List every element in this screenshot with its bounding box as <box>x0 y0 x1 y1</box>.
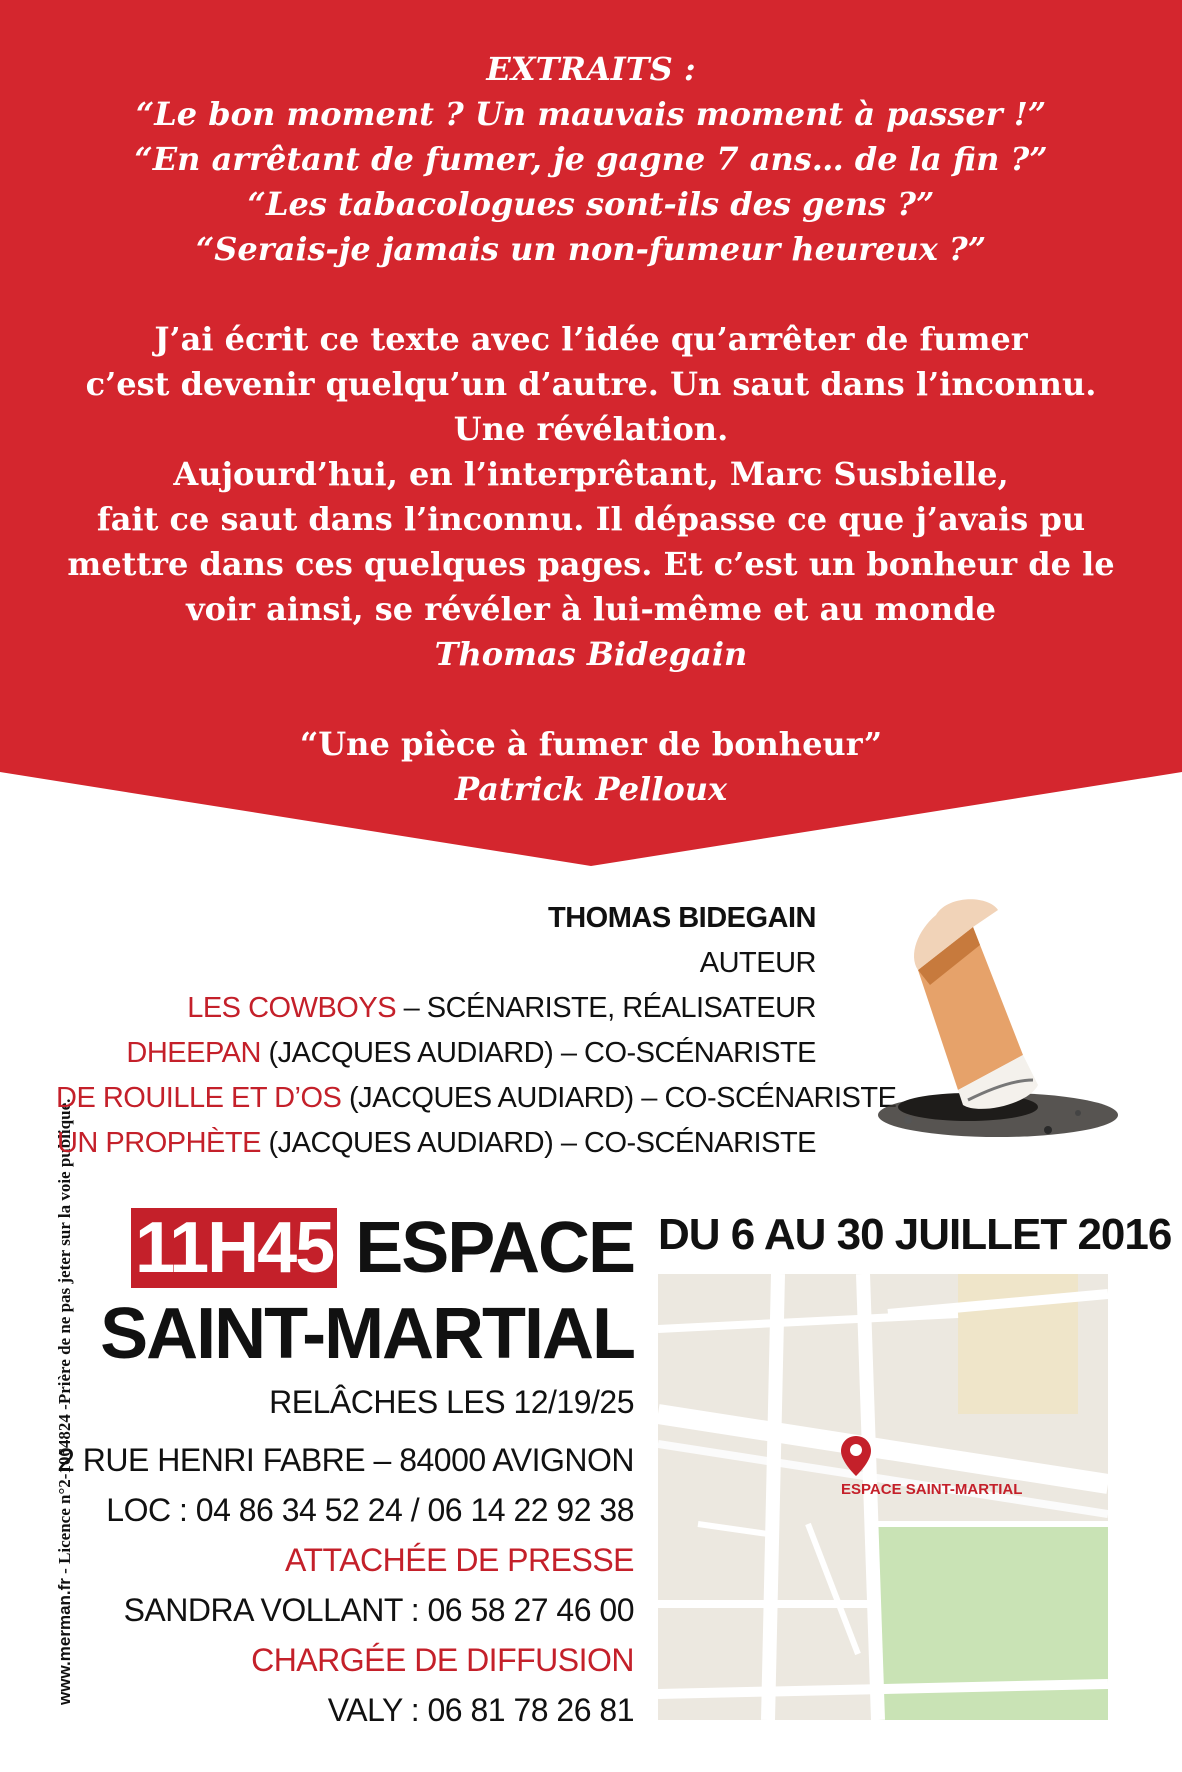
extracts-heading: EXTRAITS : <box>486 50 696 88</box>
venue-map[interactable] <box>658 1274 1108 1720</box>
statement-line: Aujourd’hui, en l’interprêtant, Marc Susbielle, <box>173 455 1009 493</box>
cigarette-butt-image <box>848 875 1128 1155</box>
work-title: UN PROPHÈTE <box>56 1127 261 1159</box>
credit-line <box>56 1121 816 1166</box>
author-credits <box>56 896 897 1166</box>
statement-line: J’ai écrit ce texte avec l’idée qu’arrêter de fumer <box>154 320 1028 358</box>
author-name: THOMAS BIDEGAIN <box>548 902 816 934</box>
work-detail: (JACQUES AUDIARD) – CO-SCÉNARISTE <box>260 1037 816 1069</box>
statement-signature: Thomas Bidegain <box>434 635 748 673</box>
run-dates: DU 6 AU 30 JUILLET 2016 <box>658 1210 1172 1259</box>
review-author: Patrick Pelloux <box>454 770 728 808</box>
extract-quote: “En arrêtant de fumer, je gagne 7 ans… de la fin ?” <box>134 140 1048 178</box>
credit-line <box>56 1031 816 1076</box>
licence-text: - Licence n°2-1064824 -Prière de ne pas jeter sur la voie publique. <box>55 1098 74 1579</box>
review-quote: “Une pièce à fumer de bonheur” <box>299 725 883 763</box>
booking-phone[interactable]: LOC : 04 86 34 52 24 / 06 14 22 92 38 <box>106 1492 634 1528</box>
press-contact[interactable]: SANDRA VOLLANT : 06 58 27 46 00 <box>123 1592 634 1628</box>
work-title: DE ROUILLE ET D’OS <box>56 1082 342 1114</box>
venue-address: 2 RUE HENRI FABRE – 84000 AVIGNON <box>57 1442 634 1478</box>
venue-name-part1: ESPACE <box>355 1208 634 1288</box>
author-role: AUTEUR <box>699 947 816 979</box>
diffusion-label: CHARGÉE DE DIFFUSION <box>251 1642 634 1678</box>
diffusion-contact[interactable]: VALY : 06 81 78 26 81 <box>327 1692 634 1728</box>
credit-line <box>56 1076 897 1121</box>
work-detail: (JACQUES AUDIARD) – CO-SCÉNARISTE <box>260 1127 816 1159</box>
work-title: LES COWBOYS <box>187 992 397 1024</box>
work-detail: (JACQUES AUDIARD) – CO-SCÉNARISTE <box>341 1082 897 1114</box>
statement-line: mettre dans ces quelques pages. Et c’est un bonheur de le <box>67 545 1115 583</box>
work-detail: – SCÉNARISTE, RÉALISATEUR <box>396 992 816 1024</box>
extract-quote: “Le bon moment ? Un mauvais moment à passer !” <box>135 95 1047 133</box>
press-label: ATTACHÉE DE PRESSE <box>285 1542 634 1578</box>
statement-line: Une révélation. <box>453 410 729 448</box>
statement-line: fait ce saut dans l’inconnu. Il dépasse ce que j’avais pu <box>96 500 1086 538</box>
work-title: DHEEPAN <box>126 1037 261 1069</box>
map-pin-icon[interactable] <box>841 1436 871 1476</box>
statement-line: voir ainsi, se révéler à lui-même et au monde <box>186 590 996 628</box>
extract-quote: “Les tabacologues sont-ils des gens ?” <box>247 185 935 223</box>
credit-line <box>56 986 816 1031</box>
map-venue-label: ESPACE SAINT-MARTIAL <box>841 1481 1023 1498</box>
venue-title-line1 <box>57 1205 634 1291</box>
extract-quote: “Serais-je jamais un non-fumeur heureux ?” <box>195 230 987 268</box>
closure-days: RELÂCHES LES 12/19/25 <box>269 1384 634 1420</box>
venue-block <box>57 1205 634 1735</box>
website-link[interactable]: www.merman.fr <box>55 1578 74 1705</box>
venue-name-part2: SAINT-MARTIAL <box>100 1294 634 1374</box>
statement-line: c’est devenir quelqu’un d’autre. Un saut dans l’inconnu. <box>85 365 1097 403</box>
show-time: 11H45 <box>131 1208 337 1288</box>
